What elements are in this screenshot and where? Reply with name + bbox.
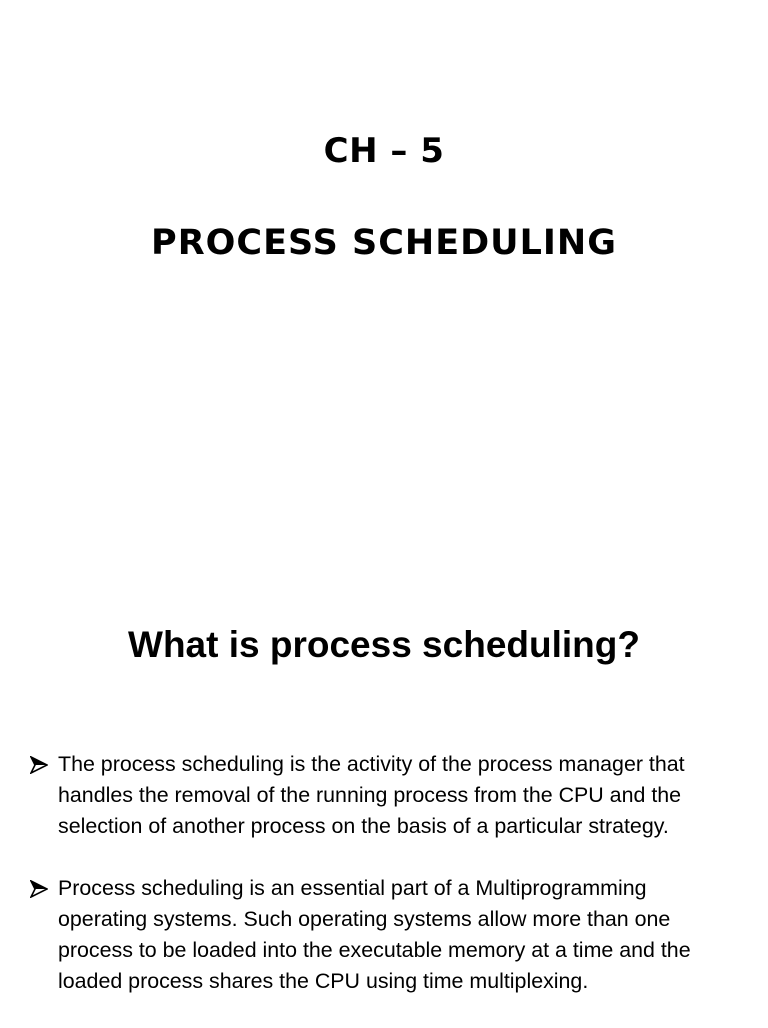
bullet-text: Process scheduling is an essential part of a Multiprogramming operating systems. Such operating systems allow more than one process to be loaded into the executable memory at a time and the loaded process shares the CPU using time multiplexing.	[58, 876, 691, 993]
chapter-number: CH – 5	[323, 131, 445, 171]
bullet-list	[30, 749, 740, 1028]
bullet-item	[30, 873, 740, 997]
chapter-title: PROCESS SCHEDULING	[151, 223, 617, 263]
arrowhead-bullet-icon	[30, 756, 48, 774]
bullet-text: The process scheduling is the activity of the process manager that handles the removal of the running process from the CPU and the selection of another process on the basis of a particular strategy.	[58, 752, 685, 838]
bullet-item	[30, 749, 740, 842]
slide-heading: What is process scheduling?	[128, 624, 640, 665]
content-slide	[0, 576, 768, 1024]
arrowhead-bullet-icon	[30, 880, 48, 898]
